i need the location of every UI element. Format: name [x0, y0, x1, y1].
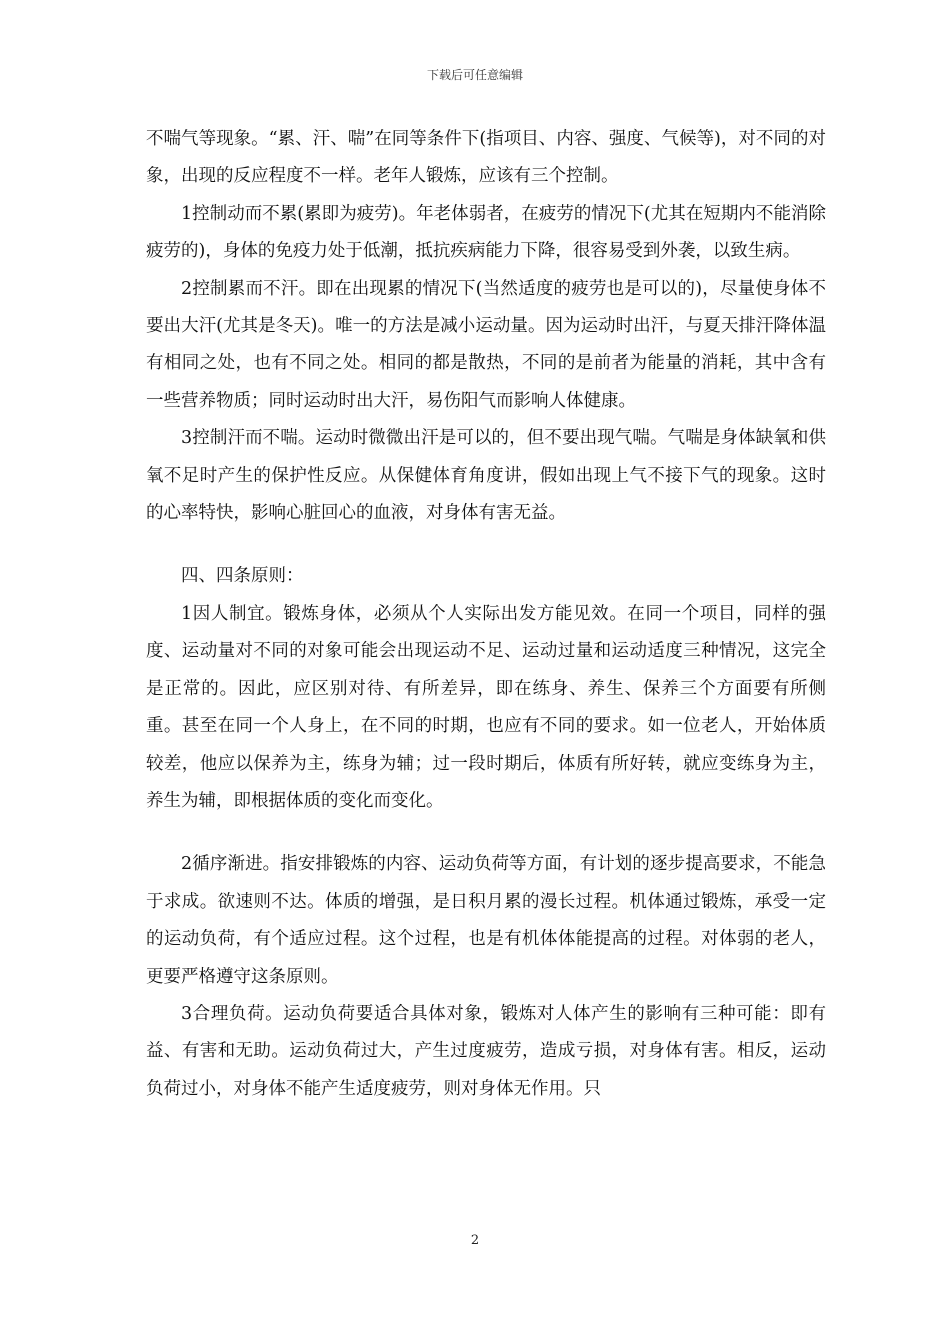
page-number: 2: [470, 1233, 480, 1248]
paragraph-control-3: 3控制汗而不喘。运动时微微出汗是可以的，但不要出现气喘。气喘是身体缺氧和供氧不足时产生的保护性反应。从保健体育角度讲，假如出现上气不接下气的现象。这时的心率特快，影响心脏回心的血液，对身体有害无益。: [146, 428, 826, 524]
paragraph-principle-2: 2循序渐进。指安排锻炼的内容、运动负荷等方面，有计划的逐步提高要求，不能急于求成。欲速则不达。体质的增强，是日积月累的漫长过程。机体通过锻炼，承受一定的运动负荷，有个适应过程。这个过程，也是有机体体能提高的过程。对体弱的老人，更要严格遵守这条原则。: [146, 854, 826, 987]
page-header: 下载后可任意编辑: [426, 68, 523, 82]
paragraph-continuation: 不喘气等现象。“累、汗、喘”在同等条件下(指项目、内容、强度、气候等)，对不同的对象，出现的反应程度不一样。老年人锻炼，应该有三个控制。: [146, 129, 826, 187]
section-heading: 四、四条原则：: [181, 566, 304, 587]
paragraph-control-2: 2控制累而不汗。即在出现累的情况下(当然适度的疲劳也是可以的)，尽量使身体不要出大汗(尤其是冬天)。唯一的方法是减小运动量。因为运动时出汗，与夏天排汗降体温有相同之处，也有不同之处。相同的都是散热，不同的是前者为能量的消耗，其中含有一些营养物质；同时运动时出大汗，易伤阳气而影响人体健康。: [146, 278, 826, 411]
paragraph-principle-3: 3合理负荷。运动负荷要适合具体对象，锻炼对人体产生的影响有三种可能：即有益、有害和无助。运动负荷过大，产生过度疲劳，造成亏损，对身体有害。相反，运动负荷过小，对身体不能产生适度疲劳，则对身体无作用。只: [146, 1003, 826, 1099]
paragraph-principle-1: 1因人制宜。锻炼身体，必须从个人实际出发方能见效。在同一个项目，同样的强度、运动量对不同的对象可能会出现运动不足、运动过量和运动适度三种情况，这完全是正常的。因此，应区别对待、有所差异，即在练身、养生、保养三个方面要有所侧重。甚至在同一个人身上，在不同的时期，也应有不同的要求。如一位老人，开始体质较差，他应以保养为主，练身为辅；过一段时期后，体质有所好转，就应变练身为主，养生为辅，即根据体质的变化而变化。: [146, 603, 826, 811]
paragraph-control-1: 1控制动而不累(累即为疲劳)。年老体弱者，在疲劳的情况下(尤其在短期内不能消除疲劳的)，身体的免疫力处于低潮，抵抗疾病能力下降，很容易受到外袭，以致生病。: [146, 203, 826, 262]
document-body: [146, 121, 826, 1108]
